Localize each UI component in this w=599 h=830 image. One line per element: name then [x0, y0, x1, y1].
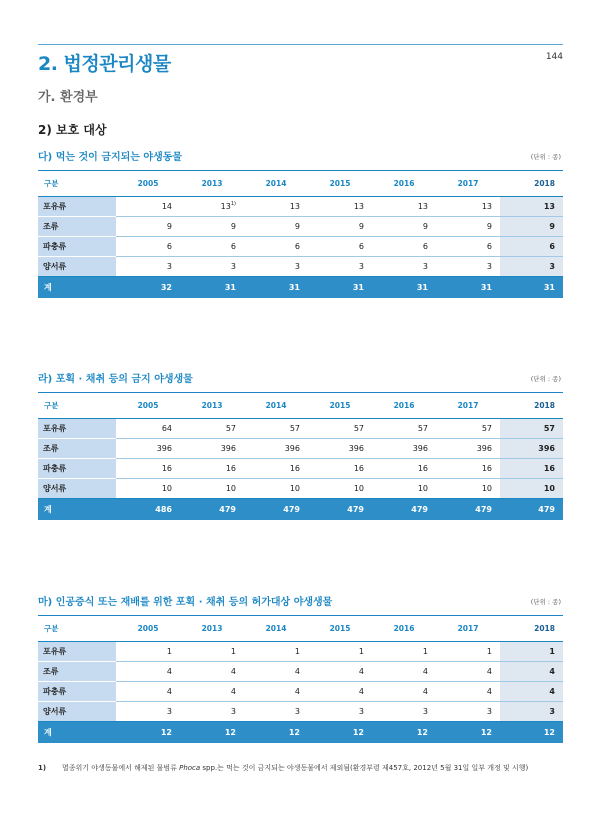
table-cell: 3 [436, 257, 500, 277]
table-cell: 10 [372, 479, 436, 499]
row-label: 조류 [38, 217, 116, 237]
header-cell: 2014 [244, 393, 308, 419]
total-cell: 31 [372, 277, 436, 298]
total-cell: 31 [500, 277, 563, 298]
header-cell: 2018 [500, 393, 563, 419]
table-row [38, 479, 563, 499]
footnote-mark: 1) [38, 764, 47, 772]
table-title: 라) 포획 · 채취 등의 금지 야생생물 [38, 374, 193, 385]
total-row [38, 499, 563, 520]
table-cell: 64 [116, 419, 180, 439]
table-row [38, 419, 563, 439]
total-row [38, 277, 563, 298]
header-cell: 구분 [38, 616, 116, 642]
data-table [38, 392, 563, 520]
table-cell: 16 [372, 459, 436, 479]
table-cell: 3 [436, 702, 500, 722]
header-cell: 2016 [372, 393, 436, 419]
table-cell: 3 [372, 257, 436, 277]
table-cell: 16 [500, 459, 563, 479]
total-cell: 479 [436, 499, 500, 520]
row-label: 파충류 [38, 682, 116, 702]
table-cell: 10 [244, 479, 308, 499]
table-cell: 9 [116, 217, 180, 237]
total-cell: 32 [116, 277, 180, 298]
table-cell: 13 [500, 197, 563, 217]
table-row [38, 682, 563, 702]
table-cell: 57 [244, 419, 308, 439]
row-label: 파충류 [38, 459, 116, 479]
header-cell: 2017 [436, 616, 500, 642]
row-label: 포유류 [38, 197, 116, 217]
table-cell: 4 [436, 682, 500, 702]
header-cell: 2005 [116, 616, 180, 642]
table-title: 마) 인공증식 또는 재배를 위한 포획 · 채취 등의 허가대상 야생생물 [38, 597, 333, 608]
total-cell: 479 [500, 499, 563, 520]
header-cell: 2018 [500, 171, 563, 197]
total-cell: 479 [308, 499, 372, 520]
table-cell: 16 [308, 459, 372, 479]
table-cell: 13 [308, 197, 372, 217]
table-cell: 3 [244, 257, 308, 277]
table-cell: 1 [116, 642, 180, 662]
table-unit: (단위 : 종) [530, 598, 561, 606]
footnote-text [62, 762, 563, 774]
table-row [38, 459, 563, 479]
table-cell: 4 [116, 662, 180, 682]
table-header-row [38, 171, 563, 197]
total-cell: 486 [116, 499, 180, 520]
subsection-title: 2) 보호 대상 [38, 123, 107, 137]
header-cell: 구분 [38, 393, 116, 419]
total-label: 계 [38, 499, 116, 520]
total-cell: 479 [180, 499, 244, 520]
table-cell: 9 [372, 217, 436, 237]
table-cell: 6 [372, 237, 436, 257]
table-cell: 396 [116, 439, 180, 459]
table-cell: 9 [180, 217, 244, 237]
table-cell: 1 [308, 642, 372, 662]
header-cell: 2017 [436, 171, 500, 197]
total-cell: 12 [180, 722, 244, 743]
header-cell: 2017 [436, 393, 500, 419]
table-cell: 10 [180, 479, 244, 499]
table-cell: 13 [436, 197, 500, 217]
table-block-breeding-permit [38, 593, 563, 743]
total-cell: 12 [244, 722, 308, 743]
table-cell: 4 [372, 662, 436, 682]
section-title: 가. 환경부 [38, 90, 98, 105]
table-cell: 10 [116, 479, 180, 499]
table-row [38, 642, 563, 662]
table-cell: 3 [500, 257, 563, 277]
table-cell: 1 [180, 642, 244, 662]
data-table [38, 615, 563, 743]
table-title: 다) 먹는 것이 금지되는 야생동물 [38, 152, 183, 163]
table-cell: 57 [500, 419, 563, 439]
header-cell: 2013 [180, 393, 244, 419]
header-cell: 2016 [372, 171, 436, 197]
header-cell: 2016 [372, 616, 436, 642]
table-row [38, 237, 563, 257]
header-cell: 2005 [116, 171, 180, 197]
table-cell: 4 [180, 682, 244, 702]
chapter-title: 2. 법정관리생물 [38, 53, 171, 75]
table-cell: 1 [500, 642, 563, 662]
table-row [38, 257, 563, 277]
row-label: 포유류 [38, 642, 116, 662]
table-cell: 57 [436, 419, 500, 439]
table-block-inedible-wildlife [38, 148, 563, 298]
table-cell: 1 [244, 642, 308, 662]
table-cell: 6 [308, 237, 372, 257]
total-row [38, 722, 563, 743]
total-cell: 12 [372, 722, 436, 743]
header-cell: 구분 [38, 171, 116, 197]
table-header-row [38, 393, 563, 419]
total-cell: 12 [500, 722, 563, 743]
header-cell: 2005 [116, 393, 180, 419]
table-cell: 6 [180, 237, 244, 257]
table-cell: 1 [372, 642, 436, 662]
table-cell: 10 [500, 479, 563, 499]
table-cell: 4 [500, 682, 563, 702]
total-cell: 31 [436, 277, 500, 298]
table-cell: 57 [372, 419, 436, 439]
total-label: 계 [38, 277, 116, 298]
table-cell: 14 [116, 197, 180, 217]
row-label: 양서류 [38, 257, 116, 277]
footnote-text-part: 멸종위기 야생동물에서 해제된 물범류 [62, 764, 180, 772]
header-cell: 2018 [500, 616, 563, 642]
table-cell: 4 [308, 662, 372, 682]
table-cell: 13 [372, 197, 436, 217]
table-cell: 4 [244, 662, 308, 682]
top-rule [38, 44, 563, 45]
table-unit: (단위 : 종) [530, 153, 561, 161]
footnote-species: Phoca [179, 764, 201, 772]
table-cell: 3 [116, 257, 180, 277]
table-cell: 3 [308, 702, 372, 722]
total-cell: 479 [244, 499, 308, 520]
footnote [38, 762, 563, 774]
table-cell: 6 [500, 237, 563, 257]
table-row [38, 439, 563, 459]
header-cell: 2014 [244, 171, 308, 197]
table-cell: 3 [372, 702, 436, 722]
data-table [38, 170, 563, 298]
total-cell: 31 [180, 277, 244, 298]
footnote-text-part: spp.는 먹는 것이 금지되는 야생동물에서 제외됨(환경부령 제457호, 2012년 5월 31일 일부 개정 및 시행) [200, 764, 529, 772]
table-cell: 1 [436, 642, 500, 662]
table-cell: 396 [436, 439, 500, 459]
table-cell: 10 [308, 479, 372, 499]
total-cell: 12 [116, 722, 180, 743]
table-cell: 10 [436, 479, 500, 499]
table-cell: 9 [436, 217, 500, 237]
table-row [38, 662, 563, 682]
header-cell: 2013 [180, 616, 244, 642]
table-cell: 4 [500, 662, 563, 682]
table-header-row [38, 616, 563, 642]
footnote-ref: 1) [230, 201, 236, 207]
row-label: 조류 [38, 439, 116, 459]
table-cell: 16 [180, 459, 244, 479]
total-cell: 31 [244, 277, 308, 298]
table-cell: 396 [372, 439, 436, 459]
table-cell: 3 [244, 702, 308, 722]
row-label: 포유류 [38, 419, 116, 439]
table-cell: 9 [308, 217, 372, 237]
table-cell: 3 [308, 257, 372, 277]
total-label: 계 [38, 722, 116, 743]
table-row [38, 217, 563, 237]
table-cell: 16 [116, 459, 180, 479]
table-cell: 3 [116, 702, 180, 722]
table-cell: 396 [500, 439, 563, 459]
header-cell: 2015 [308, 171, 372, 197]
table-cell: 396 [180, 439, 244, 459]
table-row [38, 702, 563, 722]
table-block-capture-prohibited [38, 370, 563, 520]
header-cell: 2013 [180, 171, 244, 197]
table-cell: 16 [436, 459, 500, 479]
table-cell: 396 [308, 439, 372, 459]
table-cell: 4 [308, 682, 372, 702]
table-cell: 9 [244, 217, 308, 237]
header-cell: 2015 [308, 616, 372, 642]
table-cell: 6 [244, 237, 308, 257]
table-cell: 4 [180, 662, 244, 682]
total-cell: 12 [308, 722, 372, 743]
row-label: 양서류 [38, 702, 116, 722]
table-cell: 3 [180, 702, 244, 722]
total-cell: 479 [372, 499, 436, 520]
table-cell [180, 197, 244, 217]
table-cell: 6 [436, 237, 500, 257]
table-cell: 3 [180, 257, 244, 277]
row-label: 파충류 [38, 237, 116, 257]
table-row [38, 197, 563, 217]
cell-value: 13 [220, 202, 231, 211]
header-cell: 2014 [244, 616, 308, 642]
header-cell: 2015 [308, 393, 372, 419]
table-cell: 4 [372, 682, 436, 702]
total-cell: 31 [308, 277, 372, 298]
row-label: 양서류 [38, 479, 116, 499]
page-number: 144 [545, 52, 563, 62]
table-cell: 396 [244, 439, 308, 459]
table-cell: 57 [308, 419, 372, 439]
table-cell: 3 [500, 702, 563, 722]
total-cell: 12 [436, 722, 500, 743]
table-cell: 6 [116, 237, 180, 257]
table-cell: 4 [436, 662, 500, 682]
table-cell: 57 [180, 419, 244, 439]
table-unit: (단위 : 종) [530, 375, 561, 383]
table-cell: 4 [116, 682, 180, 702]
table-cell: 13 [244, 197, 308, 217]
table-cell: 16 [244, 459, 308, 479]
row-label: 조류 [38, 662, 116, 682]
table-cell: 9 [500, 217, 563, 237]
table-cell: 4 [244, 682, 308, 702]
